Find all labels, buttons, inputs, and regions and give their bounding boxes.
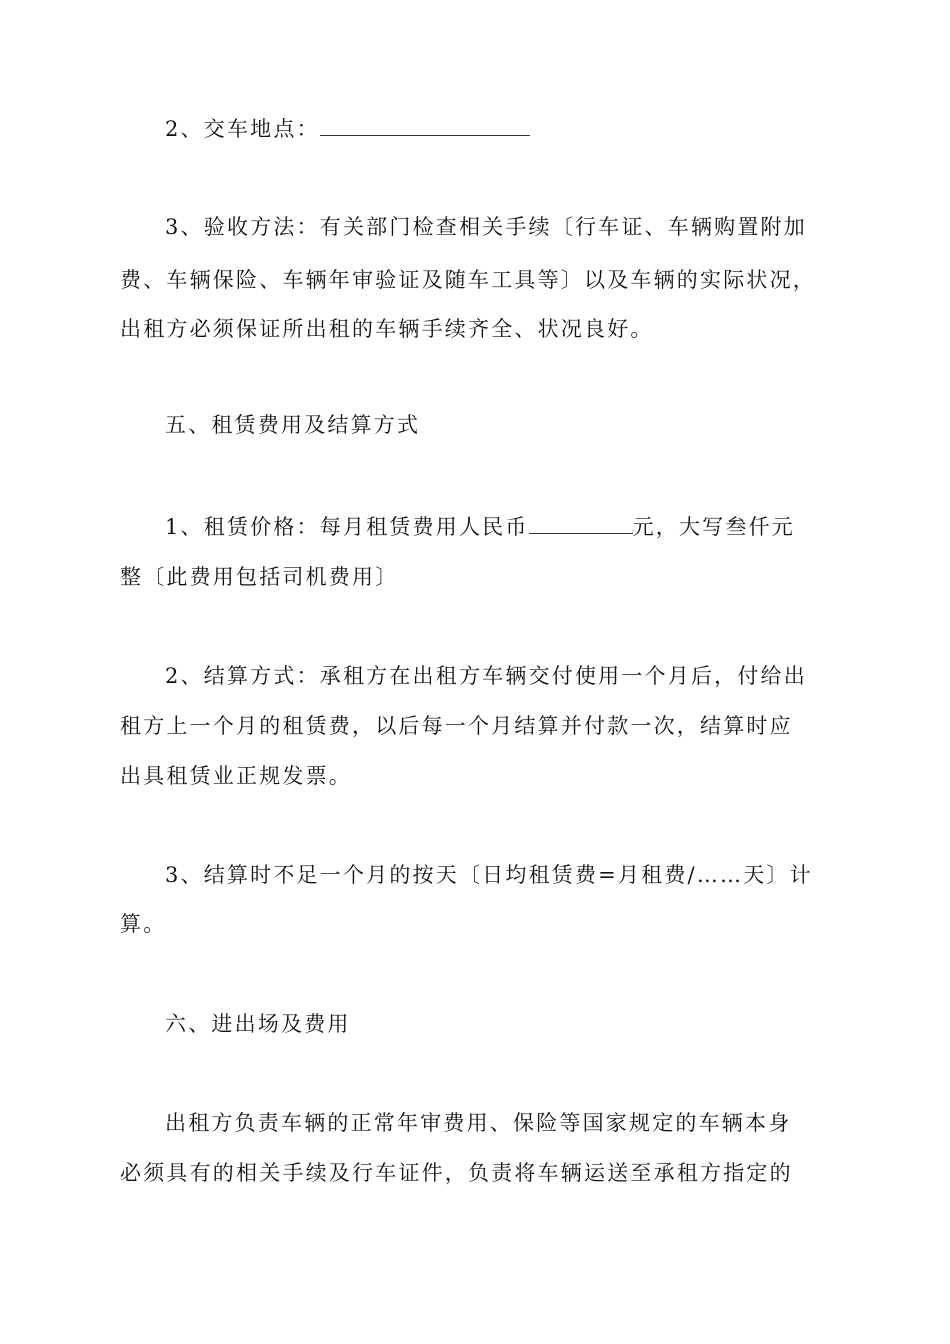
section-5-title: 五、租赁费用及结算方式 <box>165 413 421 437</box>
partial-month-line-1: 3、结算时不足一个月的按天〔日均租赁费=月租费/……天〕计 <box>165 863 813 887</box>
price-amount-blank <box>529 515 633 534</box>
delivery-place-blank <box>320 117 530 136</box>
settlement-line-2: 租方上一个月的租赁费，以后每一个月结算并付款一次，结算时应 <box>120 714 793 738</box>
partial-month-line-2: 算。 <box>120 912 167 936</box>
price-line-2: 整〔此费用包括司机费用〕 <box>120 565 399 589</box>
acceptance-line-2: 费、车辆保险、车辆年审验证及随车工具等〕以及车辆的实际状况， <box>120 268 816 292</box>
settlement-line-3: 出具租赁业正规发票。 <box>120 764 352 788</box>
lessor-para-line-2: 必须具有的相关手续及行车证件，负责将车辆运送至承租方指定的 <box>120 1161 793 1185</box>
section-6-title: 六、进出场及费用 <box>165 1012 351 1036</box>
settlement-line-1: 2、结算方式：承租方在出租方车辆交付使用一个月后，付给出 <box>165 664 807 688</box>
price-line-1 <box>165 512 877 542</box>
lessor-para-line-1: 出租方负责车辆的正常年审费用、保险等国家规定的车辆本身 <box>165 1111 792 1135</box>
acceptance-line-3: 出租方必须保证所出租的车辆手续齐全、状况良好。 <box>120 317 654 341</box>
delivery-place-line <box>165 114 877 144</box>
price-prefix: 1、租赁价格：每月租赁费用人民币 <box>165 515 529 539</box>
delivery-place-label: 2、交车地点： <box>165 117 320 141</box>
price-suffix: 元，大写叁仟元 <box>632 515 795 539</box>
acceptance-line-1: 3、验收方法：有关部门检查相关手续〔行车证、车辆购置附加 <box>165 215 807 239</box>
